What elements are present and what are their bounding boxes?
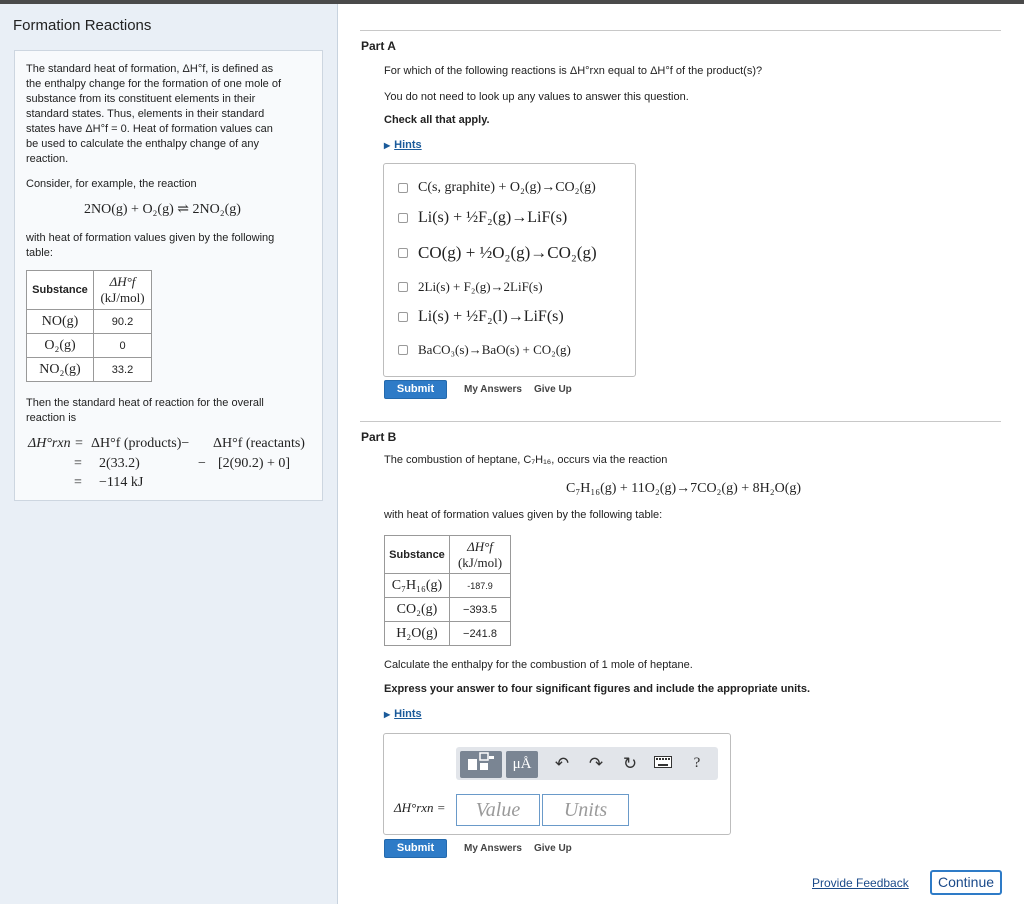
then-line-2: reaction is [26, 412, 77, 424]
table-intro-2: table: [26, 247, 53, 259]
math-toolbar [456, 747, 718, 780]
table-row [385, 598, 511, 622]
substance-cell: NO₂(g) [27, 358, 94, 382]
calculate-text: Calculate the enthalpy for the combustion of 1 mole of heptane. [384, 659, 693, 671]
check-all-text: Check all that apply. [384, 114, 490, 126]
col-substance: Substance [385, 536, 450, 574]
intro-line-7: reaction. [26, 153, 69, 165]
calc-line2-a: 2(33.2) [99, 456, 140, 471]
divider [360, 421, 1001, 422]
units-symbol-button[interactable]: μÅ [506, 751, 538, 778]
calc-lhs: ΔH°rxn = [28, 436, 84, 451]
choice-5[interactable]: Li(s) + ½F₂(l)→LiF(s) [398, 304, 564, 330]
intro-line-2: the enthalpy change for the formation of one mole of [26, 78, 281, 90]
substance-cell: H₂O(g) [385, 622, 450, 646]
part-b-hints-link[interactable]: ▶ Hints [384, 708, 422, 720]
reset-icon[interactable]: ↻ [622, 754, 638, 773]
checkbox[interactable] [398, 183, 408, 193]
part-a-note: You do not need to look up any values to answer this question. [384, 91, 689, 103]
table-row [27, 310, 152, 334]
calc-eq-2: = [74, 456, 82, 471]
intro-line-6: be used to calculate the enthalpy change of any [26, 138, 260, 150]
calc-result: −114 kJ [99, 475, 144, 490]
col-dhf [94, 271, 152, 310]
answer-label: ΔH°rxn = [394, 800, 446, 815]
choice-2[interactable]: Li(s) + ½F₂(g)→LiF(s) [398, 205, 567, 231]
table-row [27, 358, 152, 382]
value-cell: 0 [94, 334, 152, 358]
checkbox[interactable] [398, 248, 408, 258]
choice-1[interactable]: C(s, graphite) + O₂(g)→CO₂(g) [398, 175, 596, 201]
table-row [385, 574, 511, 598]
answer-box [383, 733, 731, 835]
templates-icon [466, 751, 496, 771]
checkbox[interactable] [398, 345, 408, 355]
redo-icon[interactable]: ↷ [588, 754, 604, 773]
then-line-1: Then the standard heat of reaction for the overall [26, 397, 264, 409]
table-intro-1: with heat of formation values given by the following [26, 232, 275, 244]
part-a-submit-button[interactable]: Submit [384, 380, 447, 399]
triangle-right-icon: ▶ [384, 141, 391, 150]
example-reaction: 2NO(g) + O₂(g) ⇌ 2NO₂(g) [84, 202, 241, 217]
col-dhf [450, 536, 511, 574]
value-input[interactable]: Value [456, 794, 540, 826]
intro-line-1: The standard heat of formation, ΔH°f, is defined as [26, 63, 274, 75]
undo-icon[interactable]: ↶ [554, 754, 570, 773]
help-icon[interactable]: ? [693, 755, 701, 771]
triangle-right-icon: ▶ [384, 710, 391, 719]
part-a-question: For which of the following reactions is ΔH°rxn equal to ΔH°f of the product(s)? [384, 65, 763, 77]
col-substance: Substance [27, 271, 94, 310]
part-b-my-answers-link[interactable]: My Answers [464, 843, 522, 854]
value-cell: −241.8 [450, 622, 511, 646]
calc-line2-b: [2(90.2) + 0] [218, 456, 291, 471]
table-row [27, 334, 152, 358]
col-dhf-top: ΔH°f [467, 538, 493, 554]
part-b-reaction: C₇H₁₆(g) + 11O₂(g)→7CO₂(g) + 8H₂O(g) [566, 481, 802, 496]
col-dhf-bottom: (kJ/mol) [457, 554, 503, 570]
col-dhf-bottom: (kJ/mol) [100, 290, 145, 305]
templates-button[interactable] [460, 751, 502, 778]
part-b-submit-button[interactable]: Submit [384, 839, 447, 858]
part-b-table-intro: with heat of formation values given by the following table: [384, 509, 663, 521]
intro-line-3: substance from its constituent elements in their [26, 93, 256, 105]
calc-line2-minus: − [198, 456, 206, 471]
keyboard-icon-svg [654, 756, 672, 768]
choices-box [383, 163, 636, 377]
calc-reactants: ΔH°f (reactants) [213, 436, 305, 451]
keyboard-icon[interactable] [652, 751, 674, 776]
value-cell: −393.5 [450, 598, 511, 622]
table-row [385, 622, 511, 646]
value-cell: 90.2 [94, 310, 152, 334]
sidebar-title: Formation Reactions [13, 17, 152, 34]
provide-feedback-link[interactable]: Provide Feedback [812, 876, 909, 890]
choice-4[interactable]: 2Li(s) + F₂(g)→2LiF(s) [398, 274, 543, 300]
calc-eq-3: = [74, 475, 82, 490]
part-a-hints-link[interactable]: ▶ Hints [384, 139, 422, 151]
part-a-give-up-link[interactable]: Give Up [534, 384, 572, 395]
substance-cell: CO₂(g) [385, 598, 450, 622]
units-input[interactable]: Units [542, 794, 629, 826]
calc-products: ΔH°f (products)− [91, 436, 190, 451]
combustion-table [384, 535, 511, 646]
part-b-intro: The combustion of heptane, C₇H₁₆, occurs via the reaction [384, 454, 668, 466]
checkbox[interactable] [398, 312, 408, 322]
choice-3[interactable]: CO(g) + ½O₂(g)→CO₂(g) [398, 240, 597, 266]
checkbox[interactable] [398, 282, 408, 292]
choice-6[interactable]: BaCO₃(s)→BaO(s) + CO₂(g) [398, 337, 571, 363]
part-b-title: Part B [361, 430, 397, 444]
continue-button[interactable]: Continue [930, 870, 1002, 895]
sidebar [0, 4, 338, 904]
value-cell: 33.2 [94, 358, 152, 382]
substance-cell: C₇H₁₆(g) [385, 574, 450, 598]
value-cell: -187.9 [450, 574, 511, 598]
divider [360, 30, 1001, 31]
substance-cell: O₂(g) [27, 334, 94, 358]
express-text: Express your answer to four significant figures and include the appropriate units. [384, 683, 811, 695]
col-dhf-top: ΔH°f [109, 274, 136, 289]
part-a-title: Part A [361, 39, 396, 53]
intro-line-4: standard states. Thus, elements in their standard [26, 108, 265, 120]
consider-text: Consider, for example, the reaction [26, 178, 197, 190]
checkbox[interactable] [398, 213, 408, 223]
intro-box [14, 50, 323, 501]
intro-line-5: states have ΔH°f = 0. Heat of formation values can [26, 123, 273, 135]
substance-cell: NO(g) [27, 310, 94, 334]
heat-table [26, 270, 152, 382]
part-a-my-answers-link[interactable]: My Answers [464, 384, 522, 395]
part-b-give-up-link[interactable]: Give Up [534, 843, 572, 854]
